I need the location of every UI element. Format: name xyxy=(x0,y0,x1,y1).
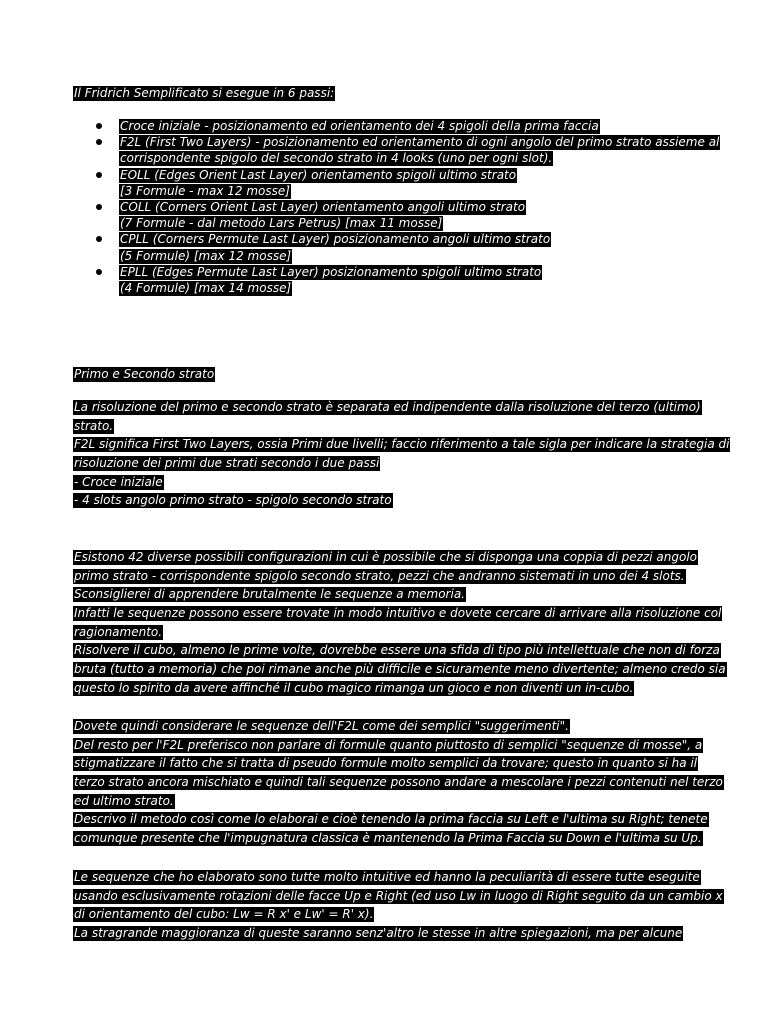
paragraph-line: Esistono 42 diverse possibili configurazioni in cui è possibile che si disponga una coppia di pezzi angolo xyxy=(74,550,697,564)
paragraph-line: Del resto per l'F2L preferisco non parlare di formule quanto piuttosto di semplici "sequenze di mosse", a xyxy=(74,737,703,752)
paragraph-1 xyxy=(73,398,730,510)
paragraph-line: questo lo spirito da avere affinché il cubo magico rimanga un gioco e non diventi un in-cubo. xyxy=(74,680,634,695)
section-heading xyxy=(73,365,697,384)
step-line: CPLL (Corners Permute Last Layer) posizionamento angoli ultimo strato xyxy=(120,232,551,247)
paragraph-line: Le sequenze che ho elaborato sono tutte molto intuitive ed hanno la peculiarità di essere tutte eseguite xyxy=(74,870,700,884)
bullet-icon xyxy=(96,269,102,275)
paragraph-line: - 4 slots angolo primo strato - spigolo secondo strato xyxy=(74,493,392,508)
paragraph-2 xyxy=(73,548,726,698)
step-line: COLL (Corners Orient Last Layer) orientamento angoli ultimo strato xyxy=(120,199,526,214)
paragraph-line: comunque presente che l'impugnatura classica è mantenendo la Prima Faccia su Down e l'ultima su Up. xyxy=(74,831,702,846)
paragraph-line: F2L significa First Two Layers, ossia Primi due livelli; faccio riferimento a tale sigla per indicare la strategia di xyxy=(74,437,730,452)
paragraph-line: stigmatizzare il fatto che si tratta di pseudo formule molto semplici da trovare; questo in quanto si ha il xyxy=(74,756,698,771)
paragraph-line: terzo strato ancora mischiato e quindi tali sequenze possono andare a mescolare i pezzi contenuti nel terzo xyxy=(74,775,723,790)
paragraph-line: Risolvere il cubo, almeno le prime volte, dovrebbe essere una sfida di tipo più intellettuale che non di forza xyxy=(74,643,720,658)
steps-list xyxy=(96,118,720,296)
list-item xyxy=(96,134,720,166)
paragraph-line: usando esclusivamente rotazioni delle facce Up e Right (ed uso Lw in luogo di Right seguito da un cambio x xyxy=(74,888,723,903)
step-line: F2L (First Two Layers) - posizionamento ed orientamento di ogni angolo del primo strato assieme al xyxy=(120,135,720,150)
paragraph-line: risoluzione dei primi due strati secondo i due passi xyxy=(74,456,380,471)
step-line: (4 Formule) [max 14 mosse] xyxy=(120,280,292,295)
list-item xyxy=(96,167,720,199)
paragraph-line: primo strato - corrispondente spigolo secondo strato, pezzi che andranno sistemati in uno dei 4 slots. xyxy=(74,568,685,583)
paragraph-line: La risoluzione del primo e secondo strato è separata ed indipendente dalla risoluzione del terzo (ultimo) xyxy=(74,400,701,414)
paragraph-line: Descrivo il metodo così come lo elaborai e cioè tenendo la prima faccia su Left e l'ultima su Right; tenete xyxy=(74,812,708,827)
step-line: (7 Formule - dal metodo Lars Petrus) [max 11 mosse] xyxy=(120,216,443,231)
paragraph-line: - Croce iniziale xyxy=(74,474,163,489)
bullet-icon xyxy=(96,236,102,242)
paragraph-line: bruta (tutto a memoria) che poi rimane anche più difficile e sicuramente meno divertente; almeno credo sia xyxy=(74,662,726,677)
step-line: [3 Formule - max 12 mosse] xyxy=(120,183,290,198)
paragraph-line: Infatti le sequenze possono essere trovate in modo intuitivo e dovete cercare di arrivare alla risoluzione col xyxy=(74,606,722,621)
bullet-icon xyxy=(96,123,102,129)
list-item xyxy=(96,231,720,263)
step-line: (5 Formule) [max 12 mosse] xyxy=(120,248,292,263)
bullet-icon xyxy=(96,172,102,178)
paragraph-line: Dovete quindi considerare le sequenze dell'F2L come dei semplici "suggerimenti". xyxy=(74,719,569,733)
step-line: EOLL (Edges Orient Last Layer) orientamento spigoli ultimo strato xyxy=(120,167,517,182)
intro-title-text: Il Fridrich Semplificato si esegue in 6 passi: xyxy=(74,86,335,100)
paragraph-line: di orientamento del cubo: Lw = R x' e Lw' = R' x). xyxy=(74,907,374,922)
section-heading-text: Primo e Secondo strato xyxy=(74,367,215,381)
paragraph-line: strato. xyxy=(74,418,114,433)
list-item xyxy=(96,264,720,296)
intro-title xyxy=(73,85,697,101)
paragraph-line: ed ultimo strato. xyxy=(74,793,174,808)
step-line: EPLL (Edges Permute Last Layer) posizionamento spigoli ultimo strato xyxy=(120,264,542,279)
paragraph-line: ragionamento. xyxy=(74,624,163,639)
bullet-icon xyxy=(96,139,102,145)
paragraph-line: Sconsiglierei di apprendere brutalmente le sequenze a memoria. xyxy=(74,587,465,602)
paragraph-line: La stragrande maggioranza di queste saranno senz'altro le stesse in altre spiegazioni, ma per alcune xyxy=(74,926,683,941)
step-line: Croce iniziale - posizionamento ed orientamento dei 4 spigoli della prima faccia xyxy=(120,119,599,133)
step-line: corrispondente spigolo del secondo strato in 4 looks (uno per ogni slot). xyxy=(120,151,553,166)
paragraph-4 xyxy=(73,868,723,943)
list-item xyxy=(96,118,720,134)
list-item xyxy=(96,199,720,231)
paragraph-3 xyxy=(73,717,723,848)
bullet-icon xyxy=(96,204,102,210)
